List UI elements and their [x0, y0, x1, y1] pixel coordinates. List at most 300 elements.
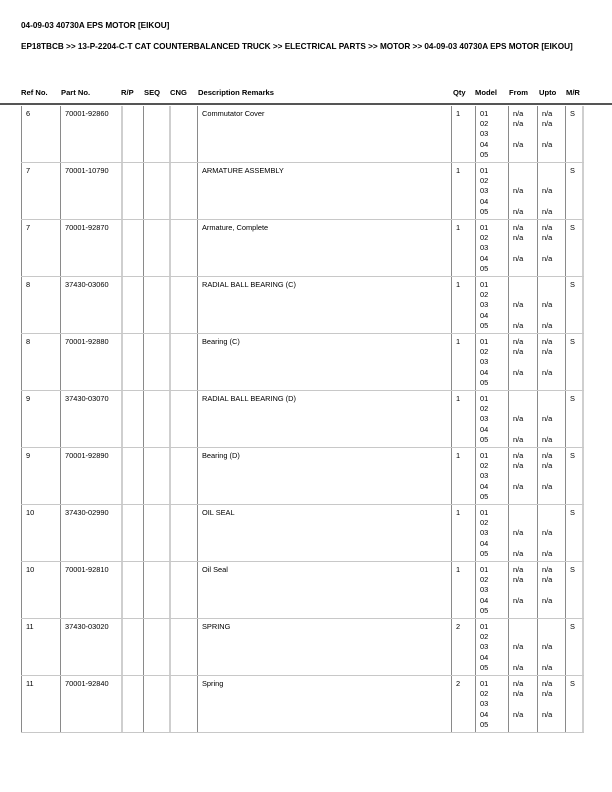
- qty-value: 1: [456, 166, 461, 175]
- upto-line: [542, 508, 565, 518]
- from-line: n/a: [513, 206, 524, 216]
- table-row: [21, 334, 584, 391]
- mr-cell: [565, 220, 582, 276]
- part-no-cell: [60, 619, 121, 675]
- part-value: 70001-92890: [65, 451, 109, 460]
- models-line: 05: [480, 149, 489, 159]
- mr-value: S: [570, 166, 575, 175]
- models-line: 05: [480, 206, 489, 216]
- models-line: 03: [480, 300, 489, 310]
- cng-cell: [169, 448, 197, 504]
- upto-line: [542, 585, 565, 595]
- description-cell: [197, 619, 451, 675]
- table-row: [21, 220, 584, 277]
- upto-line: n/a: [542, 119, 553, 129]
- models-line: 01: [480, 337, 489, 346]
- models-line: 01: [480, 565, 489, 574]
- from-line: [513, 653, 537, 663]
- part-value: 37430-03070: [65, 394, 109, 403]
- from-cell: [508, 391, 537, 447]
- from-line: [513, 150, 537, 160]
- desc-value: Armature, Complete: [202, 223, 269, 232]
- model-cell: [475, 676, 508, 732]
- from-line: n/a: [513, 575, 524, 585]
- upto-line: n/a: [542, 206, 553, 216]
- upto-line: [542, 622, 565, 632]
- mr-cell: [565, 334, 582, 390]
- upto-line: [542, 243, 565, 253]
- from-line: [513, 632, 537, 642]
- upto-line: n/a: [542, 347, 553, 357]
- models-line: 05: [480, 605, 489, 615]
- from-line: [513, 471, 537, 481]
- row-right-border: [582, 220, 584, 276]
- from-line: [513, 720, 537, 730]
- from-line: n/a: [513, 595, 524, 605]
- from-cell: [508, 676, 537, 732]
- header-qty: Qty: [453, 88, 466, 97]
- desc-value: Commutator Cover: [202, 109, 265, 118]
- upto-line: n/a: [542, 367, 553, 377]
- models-line: 03: [480, 528, 489, 538]
- header-seq: SEQ: [144, 88, 161, 97]
- from-line: [513, 311, 537, 321]
- models-line: 01: [480, 679, 489, 688]
- qty-value: 1: [456, 394, 461, 403]
- from-line: n/a: [513, 223, 524, 232]
- breadcrumb: EP18TBCB >> 13-P-2204-C-T CAT COUNTERBALANCED TRUCK >> ELECTRICAL PARTS >> MOTOR >> 04-09-03 40730A EPS MOTOR [EIKOU]: [21, 42, 573, 51]
- row-right-border: [582, 562, 584, 618]
- table-row: [21, 562, 584, 619]
- from-line: [513, 243, 537, 253]
- part-value: 37430-02990: [65, 508, 109, 517]
- rp-cell: [121, 676, 143, 732]
- upto-line: [542, 518, 565, 528]
- cng-cell: [169, 676, 197, 732]
- upto-cell: [537, 448, 565, 504]
- upto-line: [542, 290, 565, 300]
- models-line: 05: [480, 548, 489, 558]
- upto-line: [542, 150, 565, 160]
- seq-cell: [143, 163, 169, 219]
- upto-line: n/a: [542, 575, 553, 585]
- models-line: 03: [480, 243, 489, 253]
- models-line: 04: [480, 367, 489, 377]
- from-cell: [508, 163, 537, 219]
- qty-value: 1: [456, 223, 461, 232]
- part-no-cell: [60, 448, 121, 504]
- cng-cell: [169, 277, 197, 333]
- ref-no-cell: [21, 676, 60, 732]
- mr-value: S: [570, 109, 575, 118]
- desc-value: SPRING: [202, 622, 231, 631]
- seq-cell: [143, 277, 169, 333]
- upto-cell: [537, 220, 565, 276]
- cng-cell: [169, 220, 197, 276]
- from-line: n/a: [513, 253, 524, 263]
- rp-cell: [121, 448, 143, 504]
- description-cell: [197, 562, 451, 618]
- model-cell: [475, 277, 508, 333]
- row-right-border: [582, 391, 584, 447]
- upto-cell: [537, 505, 565, 561]
- from-line: n/a: [513, 528, 524, 538]
- ref-value: 10: [26, 508, 35, 517]
- seq-cell: [143, 220, 169, 276]
- mr-cell: [565, 448, 582, 504]
- table-row: [21, 277, 584, 334]
- from-line: n/a: [513, 139, 524, 149]
- part-value: 70001-10790: [65, 166, 109, 175]
- upto-line: n/a: [542, 689, 553, 699]
- cng-cell: [169, 562, 197, 618]
- models-line: 01: [480, 280, 489, 289]
- part-value: 37430-03020: [65, 622, 109, 631]
- table-row: [21, 163, 584, 220]
- upto-line: [542, 280, 565, 290]
- from-line: [513, 280, 537, 290]
- models-line: 05: [480, 377, 489, 387]
- models-line: 02: [480, 518, 489, 528]
- upto-line: [542, 197, 565, 207]
- qty-cell: [451, 106, 475, 162]
- upto-line: [542, 606, 565, 616]
- from-line: [513, 539, 537, 549]
- table-row: [21, 448, 584, 505]
- upto-line: n/a: [542, 233, 553, 243]
- mr-value: S: [570, 280, 575, 289]
- mr-value: S: [570, 451, 575, 460]
- mr-value: S: [570, 622, 575, 631]
- from-line: [513, 699, 537, 709]
- description-cell: [197, 676, 451, 732]
- upto-cell: [537, 676, 565, 732]
- upto-line: n/a: [542, 709, 553, 719]
- ref-value: 10: [26, 565, 35, 574]
- from-line: [513, 357, 537, 367]
- desc-value: RADIAL BALL BEARING (C): [202, 280, 296, 289]
- model-cell: [475, 505, 508, 561]
- mr-cell: [565, 562, 582, 618]
- header-from: From: [509, 88, 528, 97]
- mr-cell: [565, 676, 582, 732]
- from-line: n/a: [513, 642, 524, 652]
- part-no-cell: [60, 220, 121, 276]
- qty-cell: [451, 562, 475, 618]
- models-line: 04: [480, 652, 489, 662]
- part-no-cell: [60, 163, 121, 219]
- mr-value: S: [570, 679, 575, 688]
- seq-cell: [143, 106, 169, 162]
- from-line: n/a: [513, 709, 524, 719]
- row-right-border: [582, 448, 584, 504]
- mr-value: S: [570, 337, 575, 346]
- qty-value: 1: [456, 508, 461, 517]
- model-cell: [475, 106, 508, 162]
- models-line: 04: [480, 424, 489, 434]
- upto-line: n/a: [542, 595, 553, 605]
- desc-value: ARMATURE ASSEMBLY: [202, 166, 284, 175]
- models-line: 03: [480, 699, 489, 709]
- mr-value: S: [570, 223, 575, 232]
- part-no-cell: [60, 562, 121, 618]
- upto-line: [542, 653, 565, 663]
- from-line: n/a: [513, 367, 524, 377]
- models-line: 05: [480, 263, 489, 273]
- upto-cell: [537, 334, 565, 390]
- models-line: 04: [480, 139, 489, 149]
- from-line: n/a: [513, 119, 524, 129]
- seq-cell: [143, 619, 169, 675]
- rp-cell: [121, 163, 143, 219]
- from-cell: [508, 619, 537, 675]
- upto-line: n/a: [542, 139, 553, 149]
- from-line: n/a: [513, 662, 524, 672]
- desc-value: Bearing (D): [202, 451, 240, 460]
- row-right-border: [582, 277, 584, 333]
- part-value: 70001-92860: [65, 109, 109, 118]
- qty-cell: [451, 619, 475, 675]
- qty-value: 2: [456, 679, 461, 688]
- page-title: 04-09-03 40730A EPS MOTOR [EIKOU]: [21, 21, 170, 30]
- upto-line: n/a: [542, 414, 553, 424]
- rp-cell: [121, 505, 143, 561]
- models-line: 03: [480, 585, 489, 595]
- ref-value: 6: [26, 109, 31, 118]
- from-cell: [508, 277, 537, 333]
- from-line: [513, 622, 537, 632]
- mr-value: S: [570, 508, 575, 517]
- upto-cell: [537, 106, 565, 162]
- from-line: n/a: [513, 679, 524, 688]
- upto-line: n/a: [542, 337, 553, 346]
- seq-cell: [143, 334, 169, 390]
- seq-cell: [143, 562, 169, 618]
- upto-line: n/a: [542, 451, 553, 460]
- from-line: n/a: [513, 481, 524, 491]
- upto-line: n/a: [542, 186, 553, 196]
- ref-value: 9: [26, 394, 31, 403]
- models-line: 02: [480, 347, 489, 357]
- part-no-cell: [60, 334, 121, 390]
- from-line: [513, 129, 537, 139]
- part-no-cell: [60, 505, 121, 561]
- header-upto: Upto: [539, 88, 557, 97]
- from-line: [513, 197, 537, 207]
- from-line: n/a: [513, 109, 524, 118]
- qty-cell: [451, 277, 475, 333]
- upto-line: [542, 394, 565, 404]
- ref-no-cell: [21, 505, 60, 561]
- upto-line: [542, 176, 565, 186]
- description-cell: [197, 505, 451, 561]
- row-right-border: [582, 619, 584, 675]
- desc-value: RADIAL BALL BEARING (D): [202, 394, 296, 403]
- upto-cell: [537, 277, 565, 333]
- upto-line: [542, 471, 565, 481]
- ref-value: 9: [26, 451, 31, 460]
- rp-cell: [121, 562, 143, 618]
- upto-line: [542, 404, 565, 414]
- models-line: 02: [480, 461, 489, 471]
- rp-cell: [121, 106, 143, 162]
- header-part-no: Part No.: [61, 88, 91, 97]
- mr-cell: [565, 619, 582, 675]
- upto-line: [542, 425, 565, 435]
- table-row: [21, 505, 584, 562]
- models-line: 03: [480, 471, 489, 481]
- from-cell: [508, 334, 537, 390]
- cng-cell: [169, 334, 197, 390]
- table-row: [21, 619, 584, 676]
- model-cell: [475, 391, 508, 447]
- desc-value: Bearing (C): [202, 337, 240, 346]
- rp-cell: [121, 619, 143, 675]
- models-line: 02: [480, 689, 489, 699]
- upto-line: n/a: [542, 528, 553, 538]
- ref-value: 8: [26, 337, 31, 346]
- header-cng: CNG: [170, 88, 187, 97]
- models-line: 01: [480, 622, 489, 631]
- qty-value: 1: [456, 109, 461, 118]
- part-value: 70001-92870: [65, 223, 109, 232]
- models-line: 02: [480, 575, 489, 585]
- qty-value: 1: [456, 280, 461, 289]
- from-line: [513, 404, 537, 414]
- from-line: [513, 508, 537, 518]
- upto-line: n/a: [542, 461, 553, 471]
- upto-cell: [537, 163, 565, 219]
- model-cell: [475, 448, 508, 504]
- models-line: 01: [480, 166, 489, 175]
- cng-cell: [169, 619, 197, 675]
- upto-line: [542, 166, 565, 176]
- header-rp: R/P: [121, 88, 134, 97]
- header-ref-no: Ref No.: [21, 88, 48, 97]
- upto-line: n/a: [542, 662, 553, 672]
- qty-value: 1: [456, 337, 461, 346]
- models-line: 04: [480, 196, 489, 206]
- part-value: 70001-92840: [65, 679, 109, 688]
- ref-value: 8: [26, 280, 31, 289]
- from-cell: [508, 448, 537, 504]
- from-line: n/a: [513, 414, 524, 424]
- model-cell: [475, 562, 508, 618]
- models-line: 01: [480, 223, 489, 232]
- part-value: 70001-92810: [65, 565, 109, 574]
- desc-value: OIL SEAL: [202, 508, 235, 517]
- models-line: 02: [480, 119, 489, 129]
- upto-line: n/a: [542, 481, 553, 491]
- upto-line: [542, 632, 565, 642]
- upto-line: n/a: [542, 223, 553, 232]
- part-no-cell: [60, 676, 121, 732]
- from-line: n/a: [513, 300, 524, 310]
- from-cell: [508, 106, 537, 162]
- part-no-cell: [60, 391, 121, 447]
- models-line: 04: [480, 481, 489, 491]
- part-no-cell: [60, 106, 121, 162]
- ref-value: 11: [26, 679, 34, 688]
- part-value: 70001-92880: [65, 337, 109, 346]
- cng-cell: [169, 106, 197, 162]
- upto-line: n/a: [542, 434, 553, 444]
- models-line: 04: [480, 709, 489, 719]
- ref-no-cell: [21, 448, 60, 504]
- mr-value: S: [570, 565, 575, 574]
- row-right-border: [582, 505, 584, 561]
- from-line: n/a: [513, 434, 524, 444]
- models-line: 01: [480, 394, 489, 403]
- qty-value: 1: [456, 451, 461, 460]
- part-no-cell: [60, 277, 121, 333]
- cng-cell: [169, 505, 197, 561]
- ref-no-cell: [21, 391, 60, 447]
- upto-line: [542, 311, 565, 321]
- cng-cell: [169, 391, 197, 447]
- description-cell: [197, 220, 451, 276]
- header-divider: [0, 103, 612, 105]
- row-right-border: [582, 676, 584, 732]
- models-line: 03: [480, 642, 489, 652]
- upto-cell: [537, 562, 565, 618]
- models-line: 05: [480, 719, 489, 729]
- ref-value: 7: [26, 223, 31, 232]
- qty-cell: [451, 334, 475, 390]
- from-line: [513, 290, 537, 300]
- models-line: 02: [480, 290, 489, 300]
- upto-line: [542, 699, 565, 709]
- table-row: [21, 106, 584, 163]
- header-model: Model: [475, 88, 497, 97]
- seq-cell: [143, 676, 169, 732]
- models-line: 03: [480, 357, 489, 367]
- upto-line: n/a: [542, 300, 553, 310]
- rp-cell: [121, 220, 143, 276]
- from-line: n/a: [513, 451, 524, 460]
- ref-no-cell: [21, 334, 60, 390]
- from-line: [513, 518, 537, 528]
- upto-line: n/a: [542, 253, 553, 263]
- mr-cell: [565, 277, 582, 333]
- from-line: [513, 166, 537, 176]
- upto-line: [542, 492, 565, 502]
- upto-line: [542, 720, 565, 730]
- table-row: [21, 391, 584, 448]
- qty-cell: [451, 163, 475, 219]
- qty-value: 1: [456, 565, 461, 574]
- models-line: 01: [480, 508, 489, 517]
- seq-cell: [143, 448, 169, 504]
- upto-cell: [537, 619, 565, 675]
- row-right-border: [582, 106, 584, 162]
- description-cell: [197, 163, 451, 219]
- model-cell: [475, 619, 508, 675]
- desc-value: Spring: [202, 679, 224, 688]
- from-line: n/a: [513, 347, 524, 357]
- upto-line: n/a: [542, 565, 553, 574]
- from-line: [513, 606, 537, 616]
- upto-line: n/a: [542, 679, 553, 688]
- models-line: 05: [480, 662, 489, 672]
- ref-no-cell: [21, 277, 60, 333]
- from-cell: [508, 505, 537, 561]
- qty-cell: [451, 505, 475, 561]
- upto-cell: [537, 391, 565, 447]
- parts-table: [21, 106, 584, 733]
- description-cell: [197, 334, 451, 390]
- ref-value: 11: [26, 622, 34, 631]
